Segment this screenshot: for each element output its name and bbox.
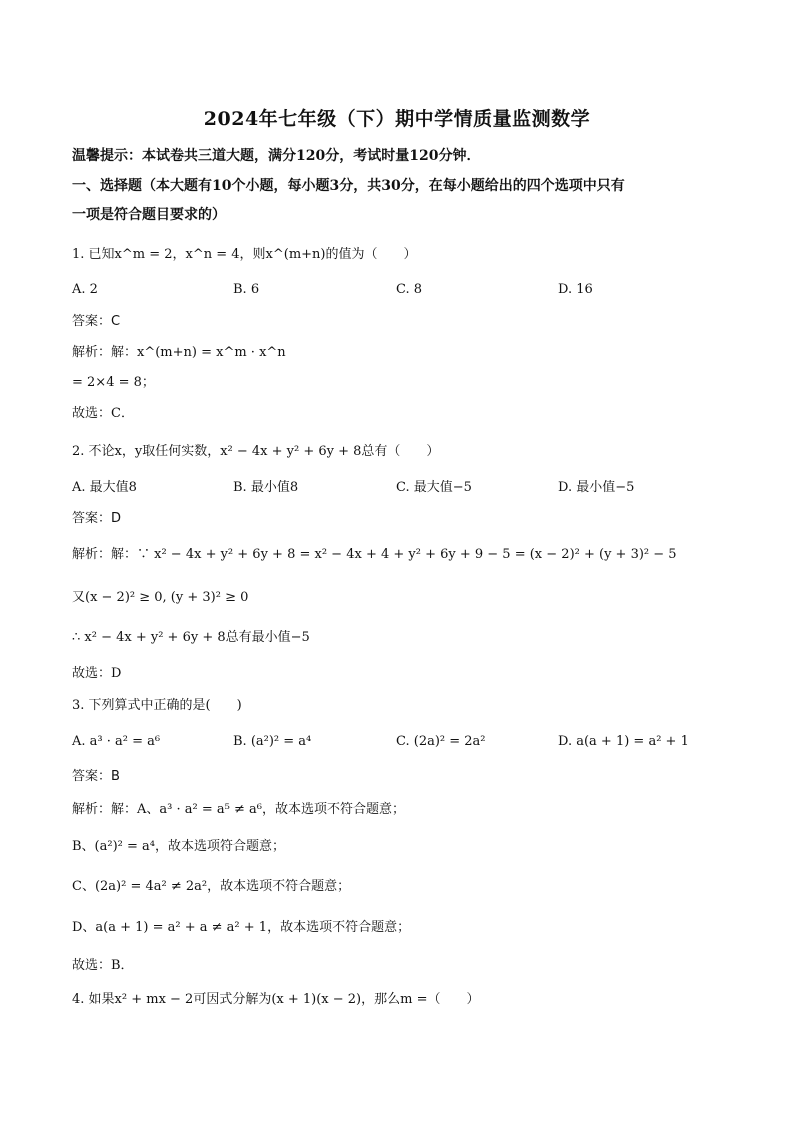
question-1-analysis-1: 解析：解：x^(m+n) = x^m · x^n [72,345,286,360]
question-4-stem: 4. 如果x² + mx − 2可因式分解为(x + 1)(x − 2)，那么m =（ ） [72,992,480,1007]
question-2-option-a: A. 最大值8 [72,480,137,495]
question-2-answer: 答案：D [72,511,122,526]
question-1-option-b: B. 6 [233,282,260,297]
question-1-option-c: C. 8 [396,282,423,297]
question-2-analysis-3: ∴ x² − 4x + y² + 6y + 8总有最小值−5 [72,630,310,645]
question-3-answer: 答案：B [72,769,120,784]
question-3-option-a: A. a³ · a² = a⁶ [72,734,161,749]
question-3-stem: 3. 下列算式中正确的是( ) [72,698,242,713]
question-3-analysis-3: C、(2a)² = 4a² ≠ 2a²，故本选项不符合题意； [72,879,351,894]
question-1-answer: 答案：C [72,314,121,329]
question-1-analysis-3: 故选：C． [72,406,134,421]
question-2-analysis-4: 故选：D [72,666,122,681]
question-2-option-b: B. 最小值8 [233,480,299,495]
page-title: 2024年七年级（下）期中学情质量监测数学 [203,108,591,130]
section-header-line1: 一、选择题（本大题有10个小题，每小题3分，共30分，在每小题给出的四个选项中只有 [72,178,625,194]
question-1-analysis-2: = 2×4 = 8； [72,375,155,390]
question-2-stem: 2. 不论x，y取任何实数，x² − 4x + y² + 6y + 8总有（ ） [72,444,440,459]
question-3-analysis-5: 故选：B． [72,958,134,973]
question-2-analysis-1: 解析：解：∵ x² − 4x + y² + 6y + 8 = x² − 4x + 4 + y² + 6y + 9 − 5 = (x − 2)² + (y + 3)² − 5 [72,547,677,562]
tip-text: 温馨提示：本试卷共三道大题，满分120分，考试时量120分钟． [72,148,481,164]
question-3-analysis-4: D、a(a + 1) = a² + a ≠ a² + 1，故本选项不符合题意； [72,920,411,935]
question-3-option-c: C. (2a)² = 2a² [396,734,486,749]
question-2-option-c: C. 最大值−5 [396,480,472,495]
section-header-line2: 一项是符合题目要求的） [72,207,226,223]
question-1-stem: 1. 已知x^m = 2，x^n = 4，则x^(m+n)的值为（ ） [72,247,417,262]
question-2-option-d: D. 最小值−5 [558,480,635,495]
question-1-option-d: D. 16 [558,282,593,297]
question-3-option-d: D. a(a + 1) = a² + 1 [558,734,689,749]
question-3-analysis-1: 解析：解：A、a³ · a² = a⁵ ≠ a⁶，故本选项不符合题意； [72,802,405,817]
question-3-analysis-2: B、(a²)² = a⁴，故本选项符合题意； [72,839,285,854]
question-2-analysis-2: 又(x − 2)² ≥ 0, (y + 3)² ≥ 0 [72,590,249,605]
question-3-option-b: B. (a²)² = a⁴ [233,734,312,749]
question-1-option-a: A. 2 [72,282,98,297]
